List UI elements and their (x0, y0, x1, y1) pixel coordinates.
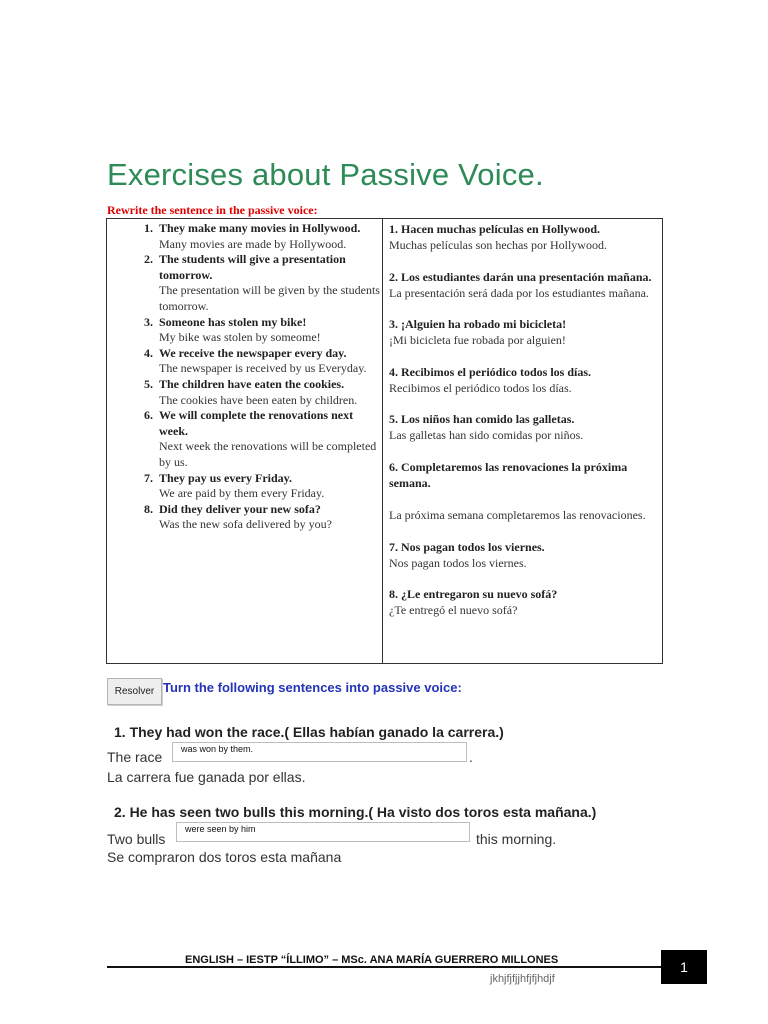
spanish-item (389, 459, 662, 523)
item-body (159, 346, 382, 377)
item-number: 5. (144, 376, 153, 391)
spanish-item (389, 221, 662, 253)
item-question: 2. Los estudiantes darán una presentación mañana. (389, 269, 652, 284)
exercise-1-suffix: . (469, 749, 473, 765)
item-question: 5. Los niños han comido las galletas. (389, 412, 575, 427)
item-question: The students will give a presentation tomorrow. (159, 252, 346, 282)
footer-text: ENGLISH – IESTP “ÍLLIMO” – MSc. ANA MARÍA GUERRERO MILLONES (185, 954, 559, 966)
exercise-1-translation: La carrera fue ganada por ellas. (107, 769, 306, 785)
item-body (159, 502, 382, 533)
item-answer: ¡Mi bicicleta fue robada por alguien! (389, 333, 566, 348)
item-answer: Nos pagan todos los viernes. (389, 555, 527, 570)
item-answer: Muchas películas son hechas por Hollywood. (389, 238, 607, 252)
item-number: 6. (144, 408, 153, 423)
spanish-item (389, 364, 662, 396)
item-answer: Many movies are made by Hollywood. (159, 236, 347, 251)
item-question: They pay us every Friday. (159, 470, 293, 485)
section-title: Turn the following sentences into passive voice: (163, 680, 462, 695)
item-question: 4. Recibimos el periódico todos los días. (389, 364, 592, 379)
item-number: 7. (144, 470, 153, 485)
item-answer: Next week the renovations will be completed by us. (159, 439, 377, 469)
item-body (159, 315, 382, 346)
item-question: They make many movies in Hollywood. (159, 221, 361, 235)
item-question: 7. Nos pagan todos los viernes. (389, 539, 545, 554)
item-question: 3. ¡Alguien ha robado mi bicicleta! (389, 317, 567, 332)
footer-subtext: jkhjfjfjjhfjfjhdjf (490, 973, 555, 985)
exercise-2-prefix: Two bulls (107, 831, 166, 847)
footer-rule (107, 966, 664, 968)
english-item (107, 252, 382, 314)
item-number: 4. (144, 345, 153, 360)
item-answer: ¿Te entregó el nuevo sofá? (389, 603, 518, 618)
item-question: 1. Hacen muchas películas en Hollywood. (389, 222, 601, 236)
spanish-item (389, 586, 662, 618)
item-question: Someone has stolen my bike! (159, 314, 307, 329)
item-answer: The newspaper is received by us Everyday. (159, 361, 367, 376)
item-question: 8. ¿Le entregaron su nuevo sofá? (389, 587, 558, 602)
item-body (159, 221, 382, 252)
item-body (159, 377, 382, 408)
exercise-table (106, 218, 663, 664)
english-item (107, 346, 382, 377)
item-question: Did they deliver your new sofa? (159, 501, 321, 516)
item-number: 3. (144, 314, 153, 329)
resolver-button[interactable]: Resolver (107, 678, 162, 705)
item-answer: We are paid by them every Friday. (159, 486, 325, 501)
exercise-2-suffix: this morning. (476, 831, 557, 847)
english-item (107, 502, 382, 533)
item-answer: Las galletas han sido comidas por niños. (389, 428, 584, 443)
instruction-text: Rewrite the sentence in the passive voice: (107, 203, 318, 217)
spanish-column (383, 219, 662, 663)
item-answer: My bike was stolen by someome! (159, 330, 321, 345)
page-number: 1 (661, 950, 707, 984)
spanish-item (389, 316, 662, 348)
english-item (107, 408, 382, 470)
page-title: Exercises about Passive Voice. (107, 157, 544, 192)
exercise-2-heading: 2. He has seen two bulls this morning.( Ha visto dos toros esta mañana.) (114, 804, 597, 820)
english-item (107, 315, 382, 346)
item-answer: Was the new sofa delivered by you? (159, 517, 332, 532)
item-answer: Recibimos el periódico todos los días. (389, 380, 572, 395)
item-answer: The cookies have been eaten by children. (159, 392, 358, 407)
item-question: 6. Completaremos las renovaciones la próxima semana. (389, 459, 628, 490)
english-column (107, 219, 383, 663)
item-body (159, 408, 382, 470)
item-question: The children have eaten the cookies. (159, 376, 345, 391)
item-answer: La presentación será dada por los estudiantes mañana. (389, 285, 649, 300)
english-item (107, 221, 382, 252)
exercise-2-translation: Se compraron dos toros esta mañana (107, 849, 342, 865)
spanish-item (389, 539, 662, 571)
item-body (159, 471, 382, 502)
exercise-1-answer-field[interactable]: was won by them. (172, 742, 467, 762)
item-number: 2. (144, 252, 153, 267)
exercise-2-answer-field[interactable]: were seen by him (176, 822, 470, 842)
item-answer: The presentation will be given by the students tomorrow. (159, 283, 380, 313)
item-body (159, 252, 382, 314)
item-question: We will complete the renovations next week. (159, 408, 354, 438)
exercise-1-heading: 1. They had won the race.( Ellas habían ganado la carrera.) (114, 724, 504, 740)
item-number: 8. (144, 501, 153, 516)
spanish-item (389, 411, 662, 443)
spanish-item (389, 269, 662, 301)
exercise-1-prefix: The race (107, 749, 163, 765)
english-item (107, 377, 382, 408)
item-question: We receive the newspaper every day. (159, 345, 347, 360)
english-item (107, 471, 382, 502)
item-answer: La próxima semana completaremos las renovaciones. (389, 507, 646, 522)
item-number: 1. (144, 221, 153, 235)
